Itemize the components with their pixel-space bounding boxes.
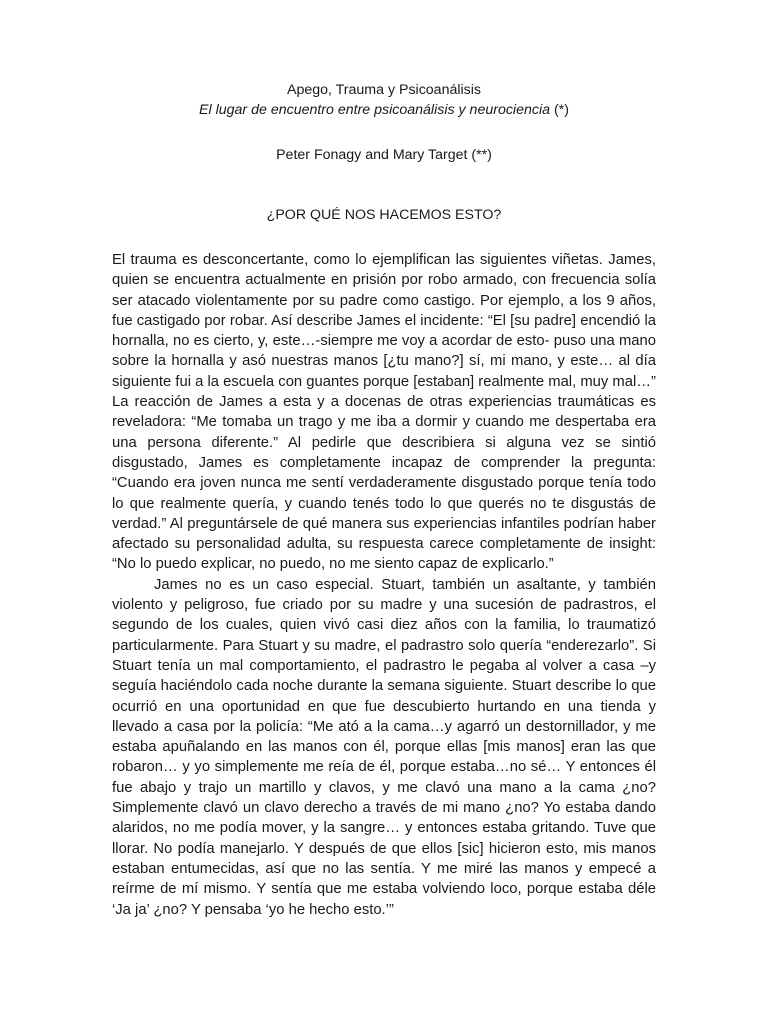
document-authors: Peter Fonagy and Mary Target (**) xyxy=(276,147,492,163)
document-page xyxy=(112,80,656,920)
body-paragraph-2: James no es un caso especial. Stuart, también un asaltante, y también violento y peligroso, fue criado por su madre y una sucesión de padrastros, el segundo de los cuales, quien vivó casi diez años con la familia, lo traumatizó particularmente. Para Stuart y su madre, el padrastro solo quería “enderezarlo”. Si Stuart tenía un mal comportamiento, el padrastro le pegaba al volver a casa –y seguía haciéndolo cada noche durante la semana siguiente. Stuart describe lo que ocurrió en una oportunidad en que fue descubierto hurtando en una tienda y llevado a casa por la policía: “Me ató a la cama…y agarró un destornillador, y me estaba apuñalando en las manos con él, porque ellas [mis manos] eran las que robaron… y yo simplemente me reía de él, porque estaba…no sé… Y entonces él fue abajo y trajo un martillo y clavos, y me clavó una mano a la cama ¿no? Simplemente clavó un clavo derecho a través de mi mano ¿no? Yo estaba dando alaridos, no me podía mover, y la sangre… y entonces estaba gritando. Tuve que llorar. No podía manejarlo. Y después de que ellos [sic] hicieron esto, mis manos estaban entumecidas, así que no las sentía. Y me miré las manos y empecé a reírme de mí mismo. Y sentía que me estaba volviendo loco, porque estaba déle ‘Ja ja’ ¿no? Y pensaba ‘yo he hecho esto.’” xyxy=(112,576,656,918)
subtitle-italic: El lugar de encuentro entre psicoanálisis y neurociencia xyxy=(199,102,551,118)
document-subtitle xyxy=(112,100,656,120)
subtitle-footnote-mark: (*) xyxy=(550,102,569,118)
document-title: Apego, Trauma y Psicoanálisis xyxy=(287,82,481,98)
document-body xyxy=(112,250,656,920)
section-heading: ¿POR QUÉ NOS HACEMOS ESTO? xyxy=(266,207,502,223)
body-paragraph-1: El trauma es desconcertante, como lo ejemplifican las siguientes viñetas. James, quien se encuentra actualmente en prisión por robo armado, con frecuencia solía ser atacado violentamente por su padre como castigo. Por ejemplo, a los 9 años, fue castigado por robar. Así describe James el incidente: “El [su padre] encendió la hornalla, no es cierto, y, este…-siempre me voy a acordar de esto- puso una mano sobre la hornalla y asó nuestras manos [¿tu mano?] sí, mi mano, y este… al día siguiente fui a la escuela con guantes porque [estaban] realmente mal, muy mal…” La reacción de James a esta y a docenas de otras experiencias traumáticas es reveladora: “Me tomaba un trago y me iba a dormir y cuando me despertaba era una persona diferente.” Al pedirle que describiera si alguna vez se sintió disgustado, James es completamente incapaz de comprender la pregunta: “Cuando era joven nunca me sentí verdaderamente disgustado porque tenía todo lo que realmente quería, y cuando tenés todo lo que querés no te disgustás de verdad.” Al preguntársele de qué manera sus experiencias infantiles podrían haber afectado su personalidad adulta, su respuesta carece completamente de insight: “No lo puedo explicar, no puedo, no me siento capaz de explicarlo.” xyxy=(112,252,656,573)
document-header xyxy=(112,80,656,225)
